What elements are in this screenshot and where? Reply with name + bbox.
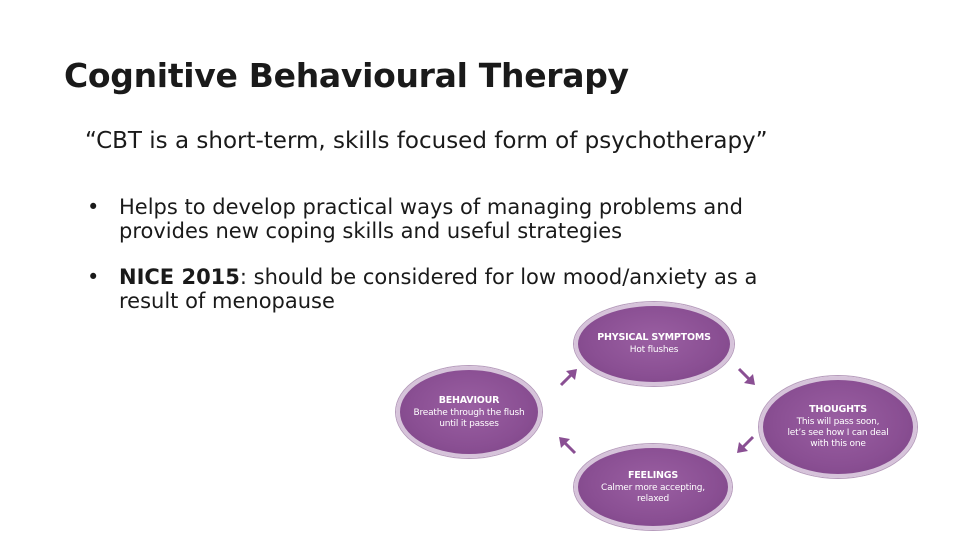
bullet-line: Helps to develop practical ways of managing problems and (119, 195, 743, 219)
node-thoughts (759, 376, 917, 478)
node-behaviour (396, 366, 542, 458)
bullet-text (119, 195, 743, 243)
bullet-marker: • (87, 265, 100, 289)
bullet-line: provides new coping skills and useful strategies (119, 219, 623, 243)
node-title: THOUGHTS (809, 404, 867, 415)
node-title: PHYSICAL SYMPTOMS (597, 332, 711, 343)
node-physical-symptoms (574, 302, 734, 386)
node-body: Calmer more accepting, relaxed (601, 482, 705, 504)
node-body: Breathe through the flush until it passes (413, 407, 525, 429)
arrow-down-right-icon (736, 366, 758, 388)
node-title: BEHAVIOUR (438, 394, 500, 406)
nice-label: NICE 2015 (119, 265, 240, 289)
node-feelings (574, 444, 732, 530)
node-body: Hot flushes (629, 345, 679, 355)
node-title: FEELINGS (627, 469, 679, 481)
node-body: This will pass soon, let’s see how I can deal with this one (787, 417, 889, 449)
bullet-line: : should be considered for low mood/anxiety as a (239, 265, 758, 289)
bullet-marker: • (87, 195, 100, 219)
slide-title: Cognitive Behavioural Therapy (64, 56, 629, 95)
bullet-line: result of menopause (119, 289, 335, 313)
arrow-up-left-icon (556, 434, 578, 456)
cbt-cycle-diagram (390, 298, 935, 532)
arrow-up-right-icon (558, 366, 580, 388)
arrow-down-left-icon (734, 434, 756, 456)
quote-text: “CBT is a short-term, skills focused form of psychotherapy” (85, 128, 768, 154)
